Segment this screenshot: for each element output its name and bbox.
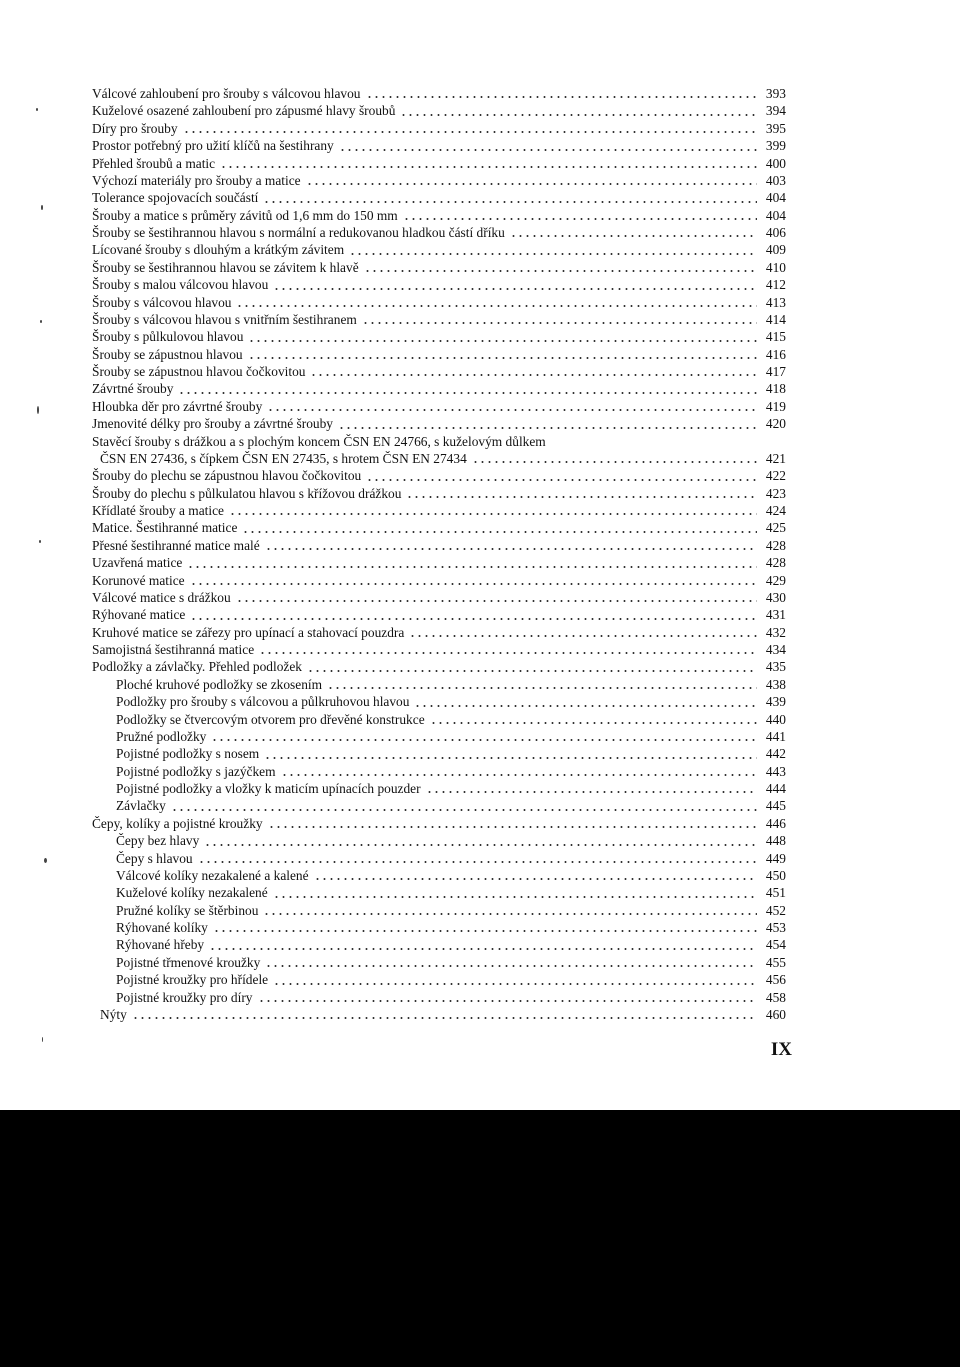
toc-entry: [92, 919, 786, 936]
toc-entry-page: 421: [765, 450, 786, 466]
toc-entry: [92, 989, 786, 1006]
scan-speck: [41, 205, 43, 210]
toc-entry: [92, 224, 786, 241]
toc-entry-title: Pojistné kroužky pro hřídele: [116, 972, 269, 988]
toc-entry-page: 428: [765, 537, 786, 553]
toc-entry-title: Šrouby s válcovou hlavou: [92, 294, 232, 310]
dot-leader: [273, 277, 757, 294]
toc-entry: [92, 780, 786, 797]
toc-entry-title: Nýty: [100, 1006, 127, 1022]
toc-entry: [92, 606, 786, 623]
toc-entry-title: Čepy s hlavou: [116, 850, 193, 866]
toc-entry-page: 439: [765, 694, 786, 710]
dot-leader: [187, 555, 757, 572]
dot-leader: [171, 798, 757, 815]
dot-leader: [430, 711, 757, 728]
toc-entry-title: Šrouby s půlkulovou hlavou: [92, 329, 244, 345]
toc-entry: [92, 259, 786, 276]
toc-entry-title: Válcové matice s drážkou: [92, 589, 231, 605]
toc-entry-title: Šrouby se šestihrannou hlavou s normální a redukovanou hladkou částí dříku: [92, 225, 505, 240]
toc-entry: [92, 450, 786, 467]
toc-entry-page: 419: [765, 398, 786, 414]
dot-leader: [338, 416, 757, 433]
toc-entry-page: 449: [765, 850, 786, 866]
dot-leader: [349, 242, 757, 259]
toc-entry-page: 455: [765, 954, 786, 970]
toc-entry-page: 453: [765, 920, 786, 935]
toc-entry-page: 432: [765, 624, 786, 640]
dot-leader: [281, 763, 757, 780]
dot-leader: [362, 311, 757, 328]
toc-entry: [92, 85, 786, 102]
toc-entry-page: 410: [765, 259, 786, 275]
toc-entry: [92, 589, 786, 606]
scan-border: [0, 1110, 960, 1367]
toc-entry: [92, 398, 786, 415]
scan-speck: [36, 108, 38, 111]
toc-entry-page: 403: [765, 172, 786, 188]
toc-entry: [92, 294, 786, 311]
toc-entry-page: 435: [765, 659, 786, 675]
dot-leader: [263, 190, 757, 207]
toc-entry: [92, 519, 786, 536]
toc-entry: [92, 624, 786, 641]
toc-entry: [92, 155, 786, 172]
toc-entry-page: 406: [765, 225, 786, 240]
toc-entry: [92, 328, 786, 345]
toc-entry: [92, 693, 786, 710]
dot-leader: [414, 694, 757, 711]
scan-speck: [40, 320, 42, 323]
toc-entry-title: Šrouby se zápustnou hlavou: [92, 346, 243, 362]
dot-leader: [307, 659, 757, 676]
dot-leader: [426, 780, 757, 797]
toc-entry: [92, 311, 786, 328]
toc-entry: [92, 728, 786, 745]
dot-leader: [132, 1006, 757, 1023]
toc-entry-page: 440: [765, 711, 786, 727]
toc-entry-page: 430: [765, 589, 786, 605]
toc-entry-title: Podložky pro šrouby s válcovou a půlkruhovou hlavou: [116, 694, 410, 710]
toc-entry-title: Samojistná šestihranná matice: [92, 642, 255, 657]
toc-entry-title: Šrouby se zápustnou hlavou čočkovitou: [92, 364, 306, 379]
toc-entry-title: Výchozí materiály pro šrouby a matice: [92, 172, 301, 188]
dot-leader: [327, 676, 757, 693]
toc-entry: [92, 832, 786, 849]
toc-entry: [92, 102, 786, 119]
toc-entry-page: 399: [765, 138, 786, 154]
dot-leader: [190, 607, 757, 624]
toc-entry-title: Prostor potřebný pro užití klíčů na šestihrany: [92, 138, 334, 154]
toc-entry: [92, 954, 786, 971]
dot-leader: [263, 902, 757, 919]
toc-entry-title: Díry pro šrouby: [92, 120, 178, 136]
dot-leader: [220, 155, 757, 172]
toc-entry-title: Šrouby do plechu s půlkulatou hlavou s křížovou drážkou: [92, 485, 402, 501]
toc-entry: [92, 241, 786, 258]
toc-entry-title: Kuželové osazené zahloubení pro zápusmé hlavy šroubů: [92, 103, 396, 119]
toc-entry-page: 452: [765, 902, 786, 918]
scan-speck: [42, 1037, 43, 1042]
toc-entry-title: Stavěcí šrouby s drážkou a s plochým koncem ČSN EN 24766, s kuželovým důlkem: [92, 433, 546, 449]
toc-entry-title: Pojistné třmenové kroužky: [116, 954, 261, 970]
toc-entry-page: 458: [765, 989, 786, 1005]
toc-entry-page: 424: [765, 503, 786, 518]
toc-entry-page: 428: [765, 555, 786, 571]
toc-entry: [92, 415, 786, 432]
page-number: IX: [770, 1039, 792, 1060]
dot-leader: [406, 485, 757, 502]
toc-entry: [92, 745, 786, 762]
toc-entry: [92, 850, 786, 867]
dot-leader: [364, 259, 757, 276]
dot-leader: [409, 624, 757, 641]
toc-entry: [92, 867, 786, 884]
dot-leader: [259, 641, 757, 658]
toc-entry-title: Rýhované hřeby: [116, 937, 205, 953]
toc-entry-page: 442: [765, 746, 786, 762]
dot-leader: [273, 885, 757, 902]
dot-leader: [314, 867, 757, 884]
toc-entry-page: 444: [765, 781, 786, 796]
dot-leader: [198, 850, 757, 867]
dot-leader: [242, 520, 757, 537]
toc-entry-title: Válcové zahloubení pro šrouby s válcovou hlavou: [92, 86, 361, 101]
toc-entry-title: Šrouby s válcovou hlavou s vnitřním šestihranem: [92, 311, 357, 327]
toc-entry-page: 416: [765, 346, 786, 362]
toc-entry: [92, 902, 786, 919]
toc-entry-page: 454: [765, 937, 786, 953]
toc-entry-title: Závlačky: [116, 798, 166, 814]
dot-leader: [264, 746, 757, 763]
toc-entry-title: Lícované šrouby s dlouhým a krátkým závitem: [92, 242, 345, 258]
toc-entry: [92, 172, 786, 189]
toc-entry-title: Hloubka děr pro závrtné šrouby: [92, 398, 263, 414]
dot-leader: [403, 207, 757, 224]
toc-entry-title: Podložky a závlačky. Přehled podložek: [92, 659, 302, 675]
toc-entry-title: Rýhované kolíky: [116, 920, 208, 935]
dot-leader: [213, 919, 757, 936]
toc-entry: [92, 936, 786, 953]
dot-leader: [204, 833, 757, 850]
toc-entry: [92, 641, 786, 658]
toc-entry: [92, 189, 786, 206]
toc-entry-title: Pojistné kroužky pro díry: [116, 989, 253, 1005]
toc-entry-page: 456: [765, 972, 786, 988]
toc-entry-title: Šrouby a matice s průměry závitů od 1,6 mm do 150 mm: [92, 207, 398, 223]
toc-entry-title: Jmenovité délky pro šrouby a závrtné šrouby: [92, 416, 333, 432]
toc-entry: [92, 763, 786, 780]
toc-entry-title: Křídlaté šrouby a matice: [92, 503, 224, 518]
dot-leader: [310, 363, 757, 380]
toc-entry-page: 429: [765, 572, 786, 588]
dot-leader: [306, 172, 757, 189]
toc-entry-title: Korunové matice: [92, 572, 185, 588]
toc-entry: [92, 137, 786, 154]
toc-entry-page: 414: [765, 311, 786, 327]
toc-entry-page: 415: [765, 329, 786, 345]
toc-entry-page: 413: [765, 294, 786, 310]
toc-entry: [92, 502, 786, 519]
dot-leader: [248, 329, 757, 346]
dot-leader: [209, 937, 757, 954]
dot-leader: [258, 989, 758, 1006]
toc-entry: [92, 346, 786, 363]
toc-entry-page: 400: [765, 155, 786, 171]
dot-leader: [265, 954, 757, 971]
toc-entry: [92, 711, 786, 728]
toc-entry: [92, 658, 786, 675]
toc-entry-page: 445: [765, 798, 786, 814]
toc-entry-title: Přehled šroubů a matic: [92, 155, 216, 171]
toc-entry-page: 450: [765, 867, 786, 883]
toc-entry-page: 446: [765, 815, 786, 831]
dot-leader: [190, 572, 757, 589]
toc-entry-page: 448: [765, 833, 786, 849]
toc-entry-title: Přesné šestihranné matice malé: [92, 537, 260, 553]
toc-entry-title: Pojistné podložky a vložky k maticím upínacích pouzder: [116, 781, 421, 796]
toc-entry-page: 418: [765, 381, 786, 397]
toc-entry-page: 393: [765, 86, 786, 101]
toc-entry-title: Pružné kolíky se štěrbinou: [116, 902, 259, 918]
dot-leader: [273, 972, 757, 989]
toc-entry-title: Čepy, kolíky a pojistné kroužky: [92, 815, 263, 831]
toc-entry: [92, 797, 786, 814]
dot-leader: [472, 450, 757, 467]
dot-leader: [183, 120, 757, 137]
toc-entry-page: 409: [765, 242, 786, 258]
toc-entry-title: Rýhované matice: [92, 607, 186, 623]
toc-entry-title: Ploché kruhové podložky se zkosením: [116, 676, 323, 692]
dot-leader: [510, 224, 757, 241]
toc-entry-title: Závrtné šrouby: [92, 381, 174, 397]
dot-leader: [236, 589, 757, 606]
dot-leader: [267, 398, 757, 415]
toc-entry-title: Šrouby s malou válcovou hlavou: [92, 277, 269, 293]
toc-entry: [92, 971, 786, 988]
toc-entry: [92, 884, 786, 901]
toc-entry-page: 434: [765, 642, 786, 657]
toc-entry-title: Uzavřená matice: [92, 555, 183, 571]
toc-entry: [92, 433, 786, 450]
toc-entry-page: 404: [765, 190, 786, 206]
table-of-contents: [92, 85, 786, 1023]
toc-entry: [92, 537, 786, 554]
toc-entry-page: 412: [765, 277, 786, 293]
scan-speck: [44, 858, 47, 863]
toc-entry-page: 451: [765, 885, 786, 901]
dot-leader: [400, 103, 757, 120]
toc-entry-page: 460: [765, 1006, 786, 1022]
dot-leader: [211, 728, 757, 745]
toc-entry-page: 422: [765, 468, 786, 484]
toc-entry: [92, 554, 786, 571]
dot-leader: [339, 138, 757, 155]
toc-entry-title: Kuželové kolíky nezakalené: [116, 885, 268, 901]
toc-entry: [92, 1006, 786, 1023]
toc-entry-title: Válcové kolíky nezakalené a kalené: [116, 867, 309, 883]
scan-speck: [37, 406, 39, 414]
toc-entry: [92, 815, 786, 832]
dot-leader: [366, 85, 758, 102]
toc-entry: [92, 120, 786, 137]
dot-leader: [265, 537, 757, 554]
toc-entry-title: Šrouby se šestihrannou hlavou se závitem k hlavě: [92, 259, 359, 275]
toc-entry-title: ČSN EN 27436, s čípkem ČSN EN 27435, s hrotem ČSN EN 27434: [100, 450, 467, 466]
scan-speck: [39, 540, 41, 543]
toc-entry-title: Čepy bez hlavy: [116, 833, 200, 849]
toc-entry-page: 420: [765, 416, 786, 432]
toc-entry-title: Matice. Šestihranné matice: [92, 520, 238, 536]
toc-entry-title: Kruhové matice se zářezy pro upínací a stahovací pouzdra: [92, 624, 405, 640]
toc-entry-title: Pružné podložky: [116, 728, 207, 744]
toc-entry: [92, 485, 786, 502]
toc-entry-page: 404: [765, 207, 786, 223]
toc-entry-title: Tolerance spojovacích součástí: [92, 190, 259, 206]
toc-entry: [92, 207, 786, 224]
toc-entry-page: 423: [765, 485, 786, 501]
toc-entry: [92, 676, 786, 693]
dot-leader: [229, 502, 757, 519]
toc-entry: [92, 363, 786, 380]
toc-entry-title: Podložky se čtvercovým otvorem pro dřevěné konstrukce: [116, 711, 425, 727]
toc-entry: [92, 572, 786, 589]
toc-entry-page: 443: [765, 763, 786, 779]
toc-entry-page: 431: [765, 607, 786, 623]
toc-entry-page: 438: [765, 676, 786, 692]
dot-leader: [268, 815, 757, 832]
toc-entry-page: 425: [765, 520, 786, 536]
toc-entry-title: Šrouby do plechu se zápustnou hlavou čočkovitou: [92, 468, 362, 484]
dot-leader: [178, 381, 757, 398]
toc-entry: [92, 467, 786, 484]
toc-entry: [92, 380, 786, 397]
toc-entry: [92, 276, 786, 293]
toc-entry-page: 395: [765, 120, 786, 136]
toc-entry-page: 441: [765, 728, 786, 744]
dot-leader: [248, 346, 757, 363]
dot-leader: [236, 294, 757, 311]
dot-leader: [366, 468, 757, 485]
toc-entry-page: 417: [765, 364, 786, 379]
toc-entry-title: Pojistné podložky s nosem: [116, 746, 260, 762]
toc-entry-page: 394: [765, 103, 786, 119]
toc-entry-title: Pojistné podložky s jazýčkem: [116, 763, 276, 779]
